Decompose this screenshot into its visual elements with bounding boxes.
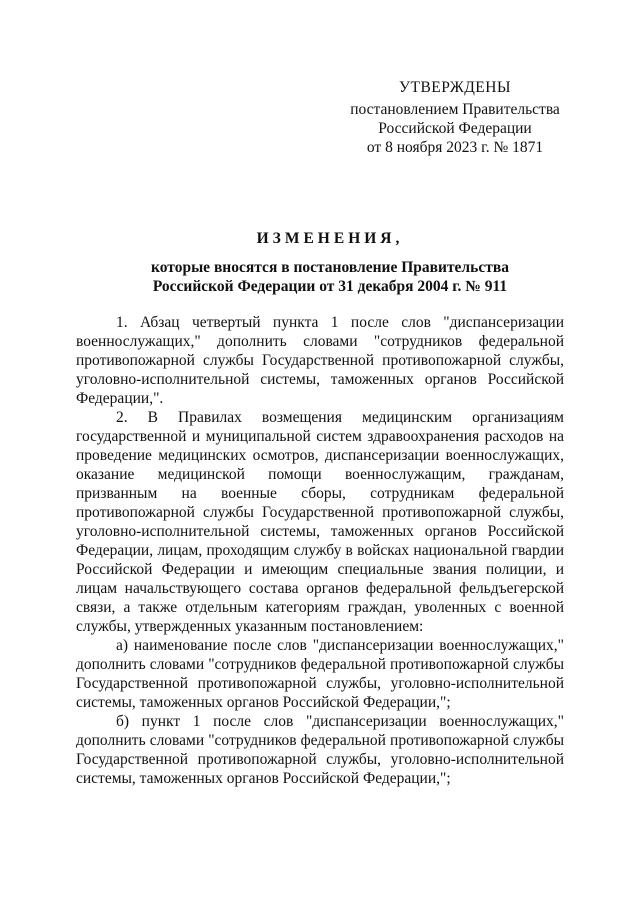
document-subtitle-line-2: Российской Федерации от 31 декабря 2004 г. № 911 xyxy=(152,278,508,295)
approval-line-1: постановлением Правительства xyxy=(350,101,560,118)
document-body xyxy=(76,313,564,788)
document-title: ИЗМЕНЕНИЯ, xyxy=(256,230,404,247)
paragraph-1: 1. Абзац четвертый пункта 1 после слов "диспансеризации военнослужащих," дополнить словами "сотрудников федеральной противопожарной службы Государственной противопожарной службы, уголовно-исполнительной системы, таможенных органов Российской Федерации,". xyxy=(76,314,564,407)
paragraph-2b: б) пункт 1 после слов "диспансеризации военнослужащих," дополнить словами "сотрудников федеральной противопожарной службы Государственной противопожарной службы, уголовно-исполнительной системы, таможенных органов Российской Федерации,"; xyxy=(76,713,564,787)
paragraph-2a: а) наименование после слов "диспансеризации военнослужащих," дополнить словами "сотрудников федеральной противопожарной службы Государственной противопожарной службы, уголовно-исполнительной системы, таможенных органов Российской Федерации,"; xyxy=(76,637,564,711)
document-heading xyxy=(80,229,580,296)
approval-title: УТВЕРЖДЕНЫ xyxy=(399,79,511,96)
paragraph-2: 2. В Правилах возмещения медицинским организациям государственной и муниципальной систем здравоохранения расходов на проведение медицинских осмотров, диспансеризации военнослужащих, оказание медицинской помощи военнослужащим, гражданам, призванным на военные сборы, сотрудникам федеральной противопожарной службы Государственной противопожарной службы, уголовно-исполнительной системы, таможенных органов Российской Федерации, лицам, проходящим службу в войсках национальной гвардии Российской Федерации и имеющим специальные звания полиции, и лицам начальствующего состава органов федеральной фельдъегерской связи, а также отдельным категориям граждан, уволенных с военной службы, утвержденных указанным постановлением: xyxy=(76,409,564,635)
document-subtitle-line-1: которые вносятся в постановление Правительства xyxy=(151,259,509,276)
approval-line-3: от 8 ноября 2023 г. № 1871 xyxy=(366,139,544,156)
approval-stamp-block xyxy=(340,78,570,157)
approval-line-2: Российской Федерации xyxy=(378,120,532,137)
